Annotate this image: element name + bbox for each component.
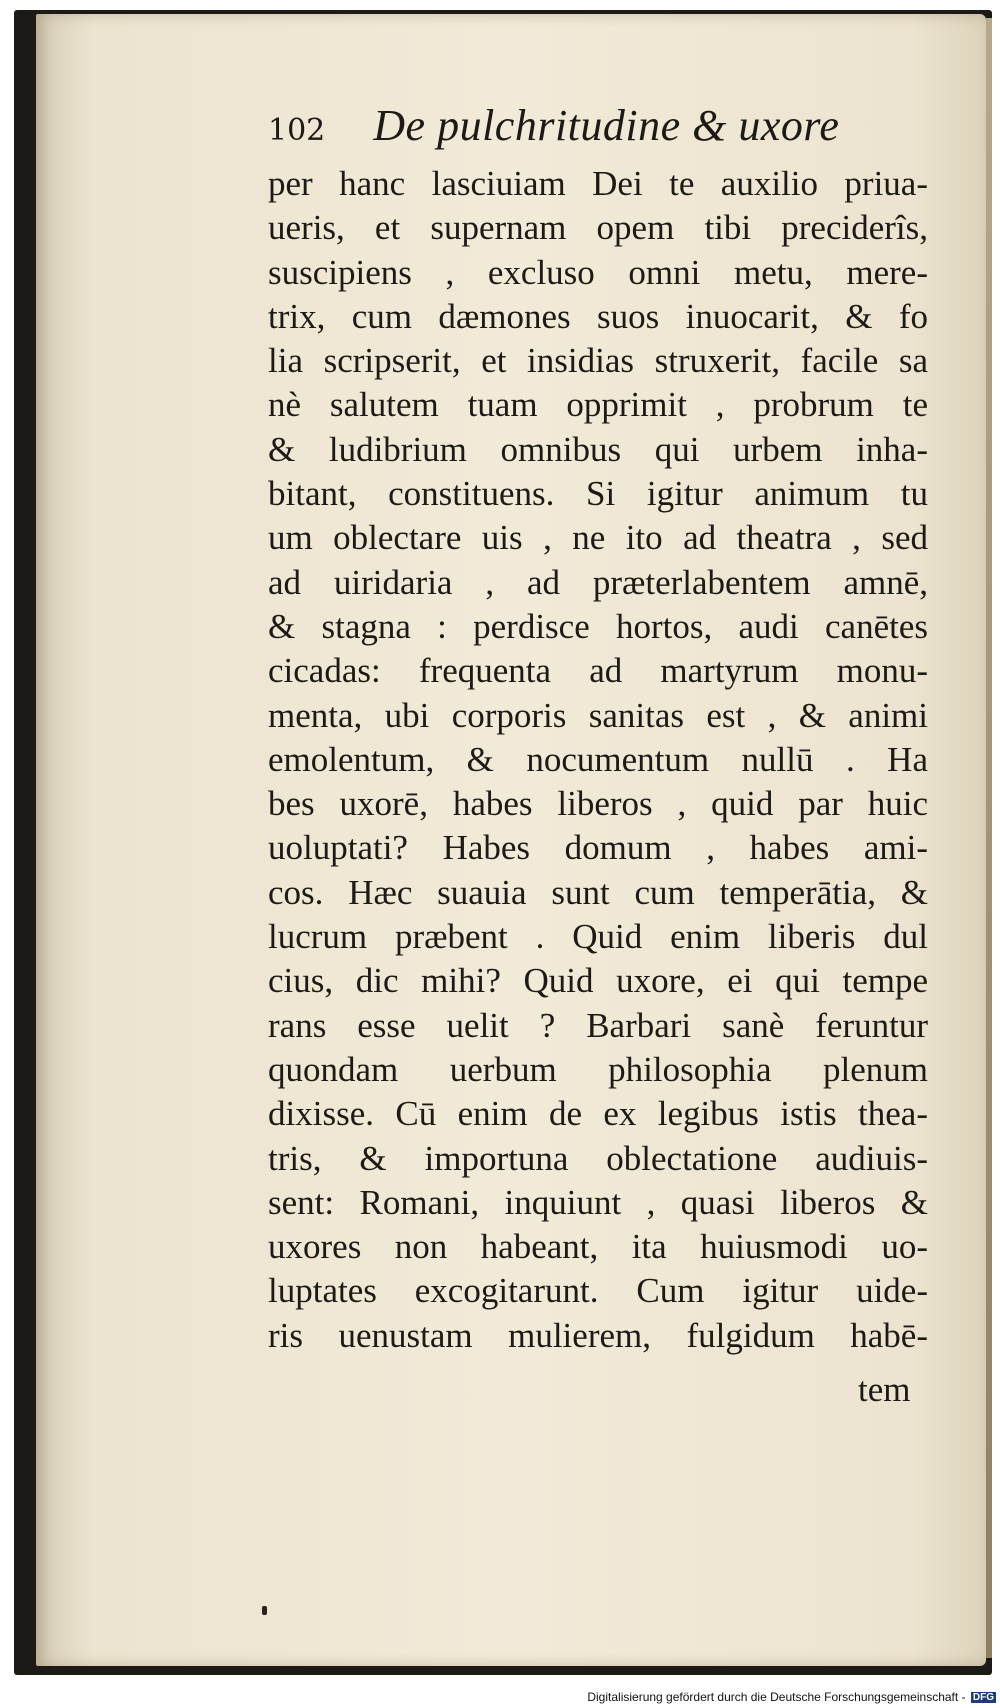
text-line: sent: Romani, inquiunt , quasi liberos &: [268, 1182, 928, 1222]
text-line: lucrum præbent . Quid enim liberis dul: [268, 917, 928, 957]
text-line: & ludibrium omnibus qui urbem inha-: [268, 429, 928, 469]
text-line: menta, ubi corporis sanitas est , & animi: [268, 695, 928, 735]
text-line: dixisse. Cū enim de ex legibus istis thea-: [268, 1094, 928, 1134]
page-header: [268, 100, 908, 160]
text-line: tris, & importuna oblectatione audiuis-: [268, 1138, 928, 1178]
text-line: cicadas: frequenta ad martyrum monu-: [268, 651, 928, 691]
ink-mark: [262, 1606, 267, 1615]
text-line: nè salutem tuam opprimit , probrum te: [268, 385, 928, 425]
text-line: um oblectare uis , ne ito ad theatra , sed: [268, 518, 928, 558]
text-line: lia scripserit, et insidias struxerit, facile sa: [268, 341, 928, 381]
body-text: [268, 162, 928, 1358]
page-number: 102: [268, 113, 326, 148]
text-line: trix, cum dæmones suos inuocarit, & fo: [268, 296, 928, 336]
text-line: bitant, constituens. Si igitur animum tu: [268, 474, 928, 514]
text-line: cius, dic mihi? Quid uxore, ei qui tempe: [268, 961, 928, 1001]
text-line: uoluptati? Habes domum , habes ami-: [268, 828, 928, 868]
text-line: uxores non habeant, ita huiusmodi uo-: [268, 1227, 928, 1267]
text-line: emolentum, & nocumentum nullū . Ha: [268, 739, 928, 779]
text-line: ad uiridaria , ad præterlabentem amnē,: [268, 562, 928, 602]
text-line: quondam uerbum philosophia plenum: [268, 1049, 928, 1089]
text-line: per hanc lasciuiam Dei te auxilio priua-: [268, 164, 928, 203]
dfg-logo: DFG: [972, 1692, 994, 1704]
page-edge: [986, 18, 992, 1658]
text-line: ris uenustam mulierem, fulgidum habē-: [268, 1315, 928, 1355]
text-line: & stagna : perdisce hortos, audi canētes: [268, 606, 928, 646]
running-title: De pulchritudine & uxore: [373, 101, 840, 150]
digitization-credit: [587, 1690, 996, 1704]
text-line: ueris, et supernam opem tibi preciderîs,: [268, 208, 928, 248]
text-line: rans esse uelit ? Barbari sanè feruntur: [268, 1005, 928, 1045]
text-line: suscipiens , excluso omni metu, mere-: [268, 252, 928, 292]
catchword: tem: [858, 1370, 911, 1409]
credit-text: Digitalisierung gefördert durch die Deutsche Forschungsgemeinschaft -: [587, 1690, 966, 1704]
text-line: luptates excogitarunt. Cum igitur uide-: [268, 1271, 928, 1311]
text-line: cos. Hæc suauia sunt cum temperātia, &: [268, 872, 928, 912]
text-line: bes uxorē, habes liberos , quid par huic: [268, 784, 928, 824]
